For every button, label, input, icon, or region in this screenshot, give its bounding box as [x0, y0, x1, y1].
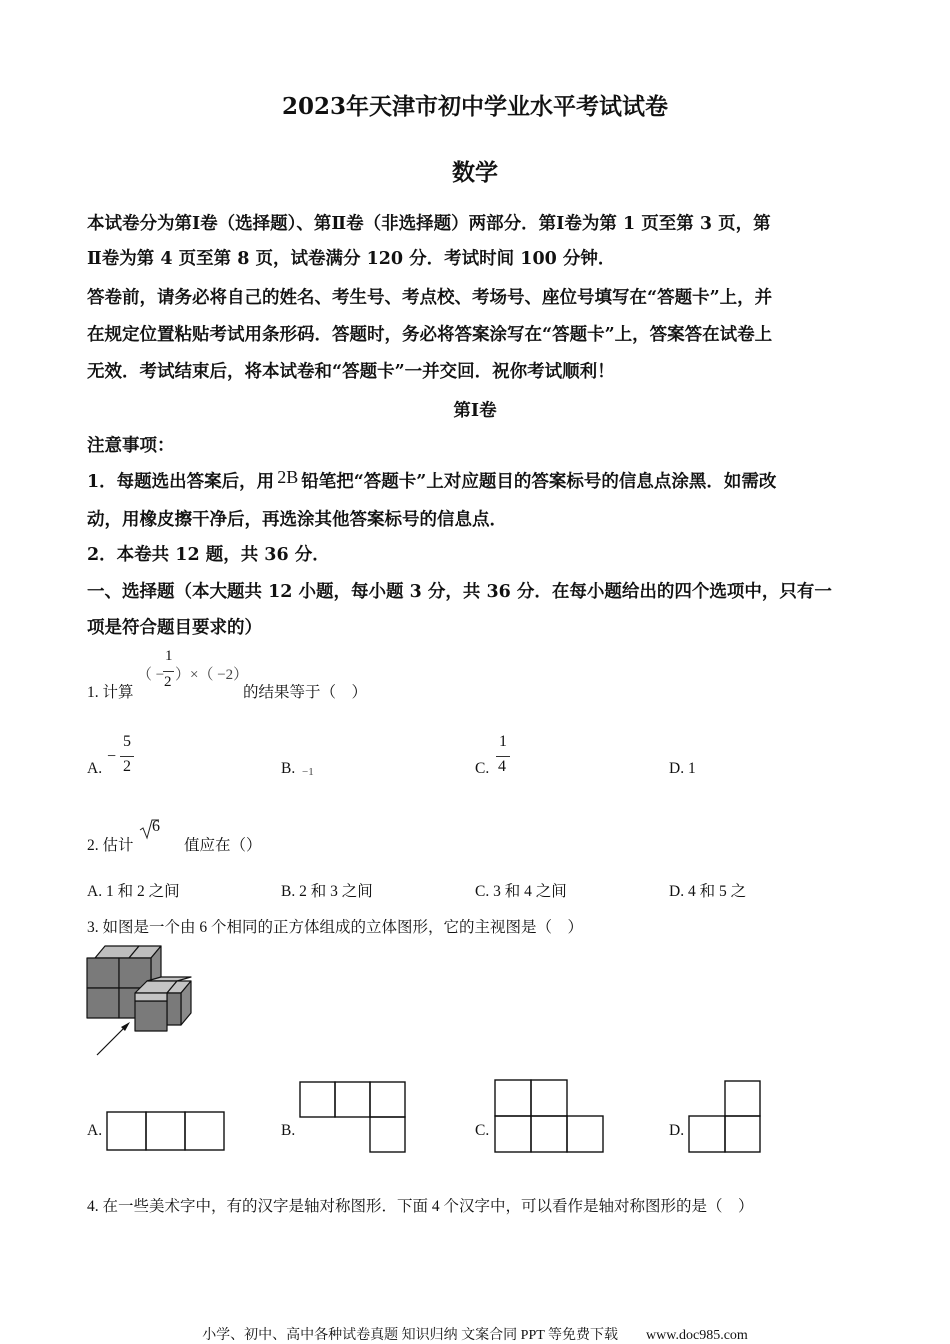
q2-suffix: 值应在（）	[184, 837, 262, 854]
q1-option-b-value: −1	[302, 766, 314, 778]
q1-prefix: 1. 计算	[87, 684, 134, 701]
q1-expr-fraction-bar	[163, 671, 174, 672]
q1-option-a-sign: −	[107, 748, 117, 765]
q1-option-a-bar	[120, 756, 134, 757]
notice-1-text-a: 1．每题选出答案后，用	[87, 472, 275, 492]
exam-title: 2023年天津市初中学业水平考试试卷	[281, 93, 668, 120]
q1-expr-den: 2	[164, 674, 172, 690]
page-footer: 小学、初中、高中各种试卷真题 知识归纳 文案合同 PPT 等免费下载 www.doc985.com	[202, 1328, 748, 1343]
q1-option-a-den: 2	[123, 758, 131, 775]
q3-option-c-figure[interactable]	[494, 1079, 606, 1154]
q1-option-c-bar	[496, 756, 510, 757]
q3-text: 3. 如图是一个由 6 个相同的正方体组成的立体图形，它的主视图是（ ）	[87, 919, 584, 936]
notice-heading: 注意事项：	[87, 436, 175, 456]
intro-line-5: 无效．考试结束后，将本试卷和“答题卡”一并交回．祝你考试顺利！	[87, 362, 615, 382]
q4-text: 4. 在一些美术字中，有的汉字是轴对称图形．下面 4 个汉字中，可以看作是轴对称图形的是（ ）	[87, 1198, 754, 1215]
q1-expr-num: 1	[165, 648, 173, 664]
q2-radicand: 6	[152, 818, 160, 835]
q3-option-b-figure[interactable]	[299, 1081, 409, 1156]
q1-option-a-label: A.	[87, 760, 103, 777]
q1-option-c-label: C.	[475, 760, 490, 777]
q3-option-b-label: B.	[281, 1122, 296, 1139]
q2-option-c: C. 3 和 4 之间	[475, 883, 567, 900]
q3-cube-figure	[85, 943, 205, 1058]
q2-prefix: 2. 估计	[87, 837, 134, 854]
q3-option-c-label: C.	[475, 1122, 490, 1139]
q1-suffix: 的结果等于（ ）	[243, 684, 368, 701]
q2-option-a: A. 1 和 2 之间	[87, 883, 180, 900]
intro-line-3: 答卷前，请务必将自己的姓名、考生号、考点校、考场号、座位号填写在“答题卡”上，并	[87, 288, 773, 308]
q3-option-d-label: D.	[669, 1122, 685, 1139]
notice-1-line-2: 动，用橡皮擦干净后，再选涂其他答案标号的信息点．	[87, 510, 507, 530]
volume-heading: 第Ⅰ卷	[453, 401, 497, 421]
q1-option-d: D. 1	[669, 760, 696, 777]
q1-expr-rest: ）×（ −2）	[175, 667, 249, 683]
notice-1-line-1	[87, 468, 776, 493]
pencil-grade: 2B	[277, 467, 299, 487]
part-1-heading-line-1: 一、选择题（本大题共 12 小题，每小题 3 分，共 36 分．在每小题给出的四个选项中，只有一	[87, 582, 832, 602]
q1-option-c-den: 4	[498, 758, 506, 775]
q2-option-d: D. 4 和 5 之	[669, 883, 747, 900]
q1-option-a-num: 5	[123, 733, 131, 750]
q1-expression	[137, 646, 249, 706]
q3-option-a-figure[interactable]	[106, 1111, 226, 1151]
subject-title: 数学	[452, 159, 498, 186]
intro-line-2: Ⅱ卷为第 4 页至第 8 页，试卷满分 120 分．考试时间 100 分钟．	[87, 249, 616, 269]
part-1-heading-line-2: 项是符合题目要求的）	[87, 618, 262, 638]
intro-line-4: 在规定位置粘贴考试用条形码．答题时，务必将答案涂写在“答题卡”上，答案答在试卷上	[87, 325, 773, 345]
q1-expr-open: （ −	[137, 667, 165, 683]
q2-option-b: B. 2 和 3 之间	[281, 883, 373, 900]
q1-option-c-num: 1	[499, 733, 507, 750]
q1-option-b-label: B.	[281, 760, 296, 777]
notice-1-text-b: 铅笔把“答题卡”上对应题目的答案标号的信息点涂黑．如需改	[301, 472, 777, 492]
q3-option-d-figure[interactable]	[688, 1080, 763, 1155]
notice-2: 2．本卷共 12 题，共 36 分．	[87, 545, 330, 565]
q3-option-a-label: A.	[87, 1122, 103, 1139]
intro-line-1: 本试卷分为第Ⅰ卷（选择题）、第Ⅱ卷（非选择题）两部分．第Ⅰ卷为第 1 页至第 3 页，第	[87, 214, 771, 234]
